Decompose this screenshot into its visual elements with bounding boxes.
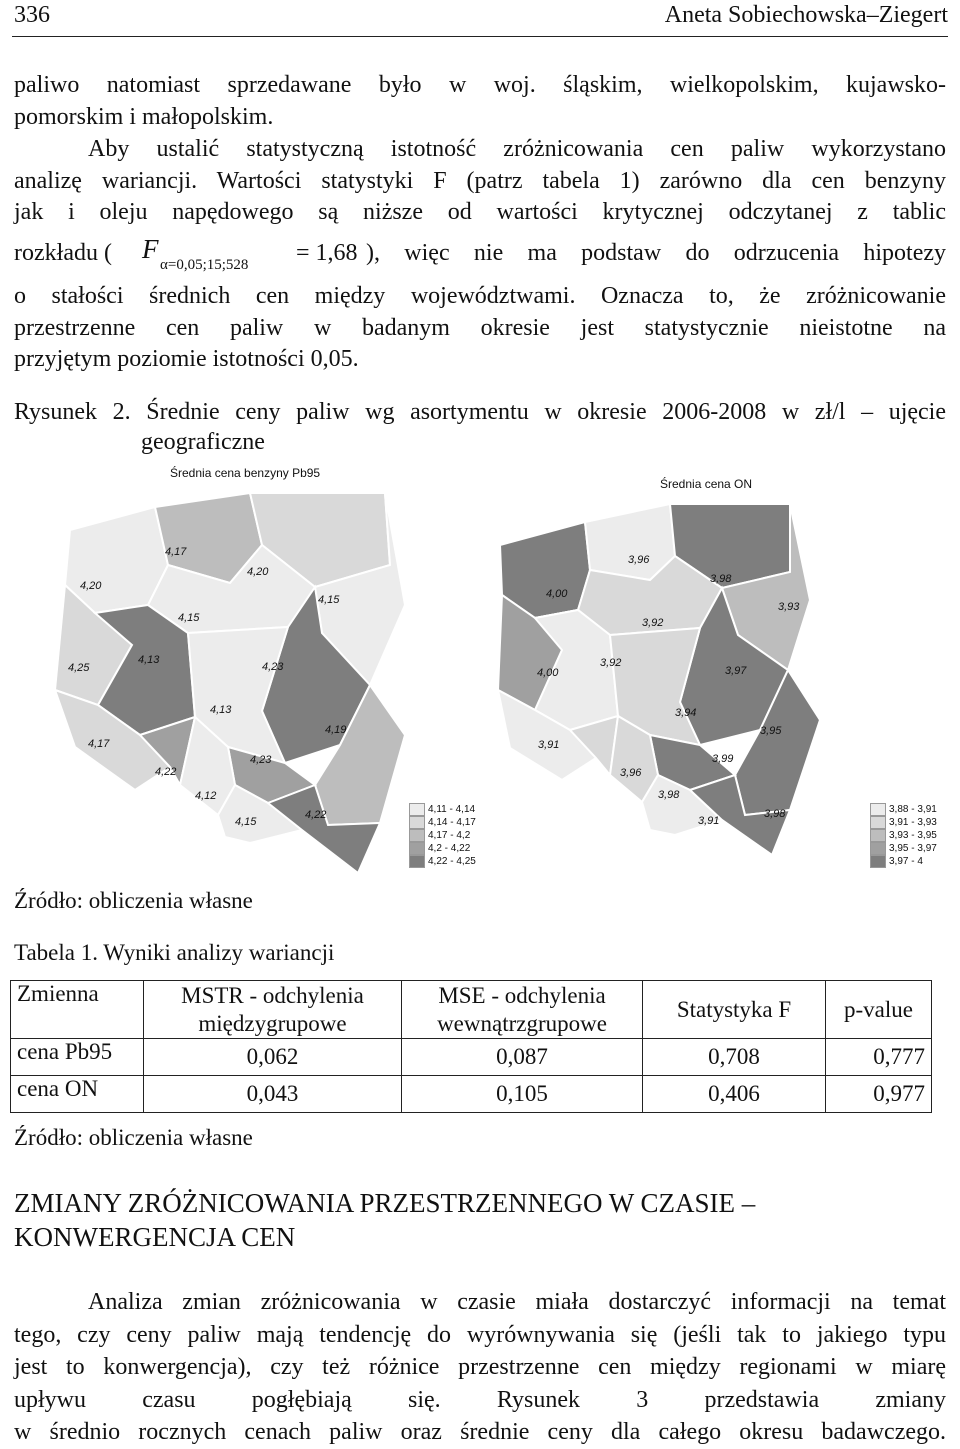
region-value-label: 3,93 [778, 601, 800, 613]
region-value-label: 4,15 [235, 816, 257, 828]
region-value-label: 4,00 [546, 588, 568, 600]
heading-line: KONWERGENCJA CEN [14, 1222, 296, 1252]
legend-item: 3,95 - 3,97 [870, 842, 937, 855]
map-on [490, 490, 860, 860]
legend-item: 4,17 - 4,2 [409, 829, 476, 842]
region-value-label: 4,20 [80, 580, 102, 592]
header-zmienna: Zmienna [11, 981, 144, 1039]
legend-swatch [409, 829, 425, 842]
cell-f: 0,708 [643, 1039, 826, 1076]
text-line: jak i oleju napędowego są niższe od wartości krytycznej odczytanej z tablic [14, 199, 946, 225]
region-value-label: 3,91 [698, 815, 720, 827]
legend-pb95 [409, 803, 476, 868]
region-value-label: 4,20 [247, 566, 269, 578]
legend-swatch [409, 842, 425, 855]
page-number: 336 [14, 2, 50, 28]
legend-item: 3,91 - 3,93 [870, 816, 937, 829]
legend-on [870, 803, 937, 868]
text-line: Aby ustalić statystyczną istotność zróżnicowania cen paliw wykorzystano [88, 136, 946, 162]
legend-swatch [409, 803, 425, 816]
legend-item: 3,97 - 4 [870, 855, 937, 868]
text-line: analizę wariancji. Wartości statystyki F (patrz tabela 1) zarówno dla cen benzyny [14, 167, 946, 194]
header-mse: MSE - odchylenia wewnątrzgrupowe [402, 981, 643, 1039]
formula-value: = 1,68 [296, 240, 358, 266]
text-line: Analiza zmian zróżnicowania w czasie miała dostarczyć informacji na temat [88, 1289, 946, 1315]
region-value-label: 3,97 [725, 665, 747, 677]
legend-item: 3,93 - 3,95 [870, 829, 937, 842]
cell-variable: cena ON [11, 1076, 144, 1113]
region-value-label: 4,12 [195, 790, 217, 802]
table-row [11, 1039, 932, 1076]
region-value-label: 4,22 [305, 809, 327, 821]
running-header [0, 0, 960, 40]
region-value-label: 3,98 [764, 808, 786, 820]
legend-swatch [409, 855, 425, 868]
legend-item: 4,14 - 4,17 [409, 816, 476, 829]
legend-item: 4,2 - 4,22 [409, 842, 476, 855]
map-pb95 [40, 485, 440, 875]
results-table [10, 980, 932, 1113]
table-title: Tabela 1. Wyniki analizy wariancji [14, 940, 335, 965]
table-header-row [11, 981, 932, 1039]
map-title-pb95: Średnia cena benzyny Pb95 [170, 466, 321, 480]
formula-symbol: F [142, 234, 159, 264]
table-row [11, 1076, 932, 1113]
paragraph-anova-cont [14, 281, 946, 376]
legend-item: 4,11 - 4,14 [409, 803, 476, 816]
paragraph-continued [14, 70, 946, 133]
legend-item: 3,88 - 3,91 [870, 803, 937, 816]
text-line: pomorskim i małopolskim. [14, 103, 274, 130]
legend-swatch [870, 829, 886, 842]
running-author: Aneta Sobiechowska–Ziegert [664, 2, 948, 28]
region-value-label: 4,17 [165, 546, 187, 558]
region-value-label: 3,98 [710, 573, 732, 585]
region-value-label: 3,92 [642, 617, 664, 629]
text-line: przestrzenne cen paliw w badanym okresie jest statystycznie nieistotne na [14, 314, 946, 341]
region-value-label: 3,95 [760, 725, 782, 737]
region-value-label: 3,98 [658, 789, 680, 801]
text-line: o stałości średnich cen między województwami. Oznacza to, że zróżnicowanie [14, 283, 946, 309]
region-value-label: 3,96 [628, 554, 650, 566]
text-line: przyjętym poziomie istotności 0,05. [14, 346, 359, 372]
text-fragment: ), więc nie ma podstaw do odrzucenia hipotezy [366, 240, 946, 266]
region-value-label: 4,17 [88, 738, 110, 750]
cell-mse: 0,087 [402, 1039, 643, 1076]
header-mstr: MSTR - odchylenia międzygrupowe [144, 981, 402, 1039]
caption-line: geograficzne [141, 429, 265, 455]
region-value-label: 4,15 [318, 594, 340, 606]
cell-p: 0,777 [826, 1039, 932, 1076]
cell-variable: cena Pb95 [11, 1039, 144, 1076]
text-fragment: rozkładu ( [14, 240, 112, 266]
region-value-label: 4,23 [262, 661, 284, 673]
region-value-label: 3,91 [538, 739, 560, 751]
region-value-label: 3,92 [600, 657, 622, 669]
text-line: paliwo natomiast sprzedawane było w woj. śląskim, wielkopolskim, kujawsko- [14, 72, 946, 98]
cell-mstr: 0,062 [144, 1039, 402, 1076]
heading-line: ZMIANY ZRÓŻNICOWANIA PRZESTRZENNEGO W CZASIE – [14, 1188, 756, 1218]
formula-line [14, 234, 946, 278]
header-p-value: p-value [826, 981, 932, 1039]
header-rule [12, 36, 948, 37]
region-value-label: 3,99 [712, 753, 734, 765]
region-value-label: 4,13 [210, 704, 232, 716]
region-value-label: 4,00 [537, 667, 559, 679]
map-title-on: Średnia cena ON [660, 477, 753, 491]
header-statystyka-f: Statystyka F [643, 981, 826, 1039]
figure-caption [14, 397, 946, 457]
caption-line: Rysunek 2. Średnie ceny paliw wg asortymentu w okresie 2006-2008 w zł/l – ujęcie [14, 399, 946, 425]
legend-swatch [409, 816, 425, 829]
paragraph-convergence [14, 1286, 946, 1449]
region-value-label: 4,25 [68, 662, 90, 674]
cell-p: 0,977 [826, 1076, 932, 1113]
text-line: upływu czasu pogłębiają się. Rysunek 3 przedstawia zmiany [14, 1386, 946, 1413]
legend-item: 4,22 - 4,25 [409, 855, 476, 868]
text-line: tego, czy ceny paliw mają tendencję do wyrównywania się (jeśli tak to jakiego typu [14, 1321, 946, 1348]
region-value-label: 4,13 [138, 654, 160, 666]
region-value-label: 4,22 [155, 766, 177, 778]
formula-subscript: α=0,05;15;528 [160, 257, 249, 273]
paragraph-anova [14, 134, 946, 229]
cell-mstr: 0,043 [144, 1076, 402, 1113]
legend-swatch [870, 803, 886, 816]
text-line: jest to konwergencja), czy też różnice przestrzenne cen między regionami w miarę [14, 1354, 946, 1380]
legend-swatch [870, 855, 886, 868]
cell-mse: 0,105 [402, 1076, 643, 1113]
region-value-label: 4,23 [250, 754, 272, 766]
legend-swatch [870, 816, 886, 829]
region-value-label: 3,96 [620, 767, 642, 779]
region-value-label: 4,19 [325, 724, 347, 736]
region-value-label: 4,15 [178, 612, 200, 624]
text-line: w średnio rocznych cenach paliw oraz średnie ceny dla całego okresu badawczego. [14, 1419, 946, 1445]
legend-swatch [870, 842, 886, 855]
section-heading [14, 1186, 755, 1254]
cell-f: 0,406 [643, 1076, 826, 1113]
figure-source: Źródło: obliczenia własne [14, 888, 253, 913]
region-value-label: 3,94 [675, 707, 697, 719]
table-source: Źródło: obliczenia własne [14, 1125, 253, 1150]
